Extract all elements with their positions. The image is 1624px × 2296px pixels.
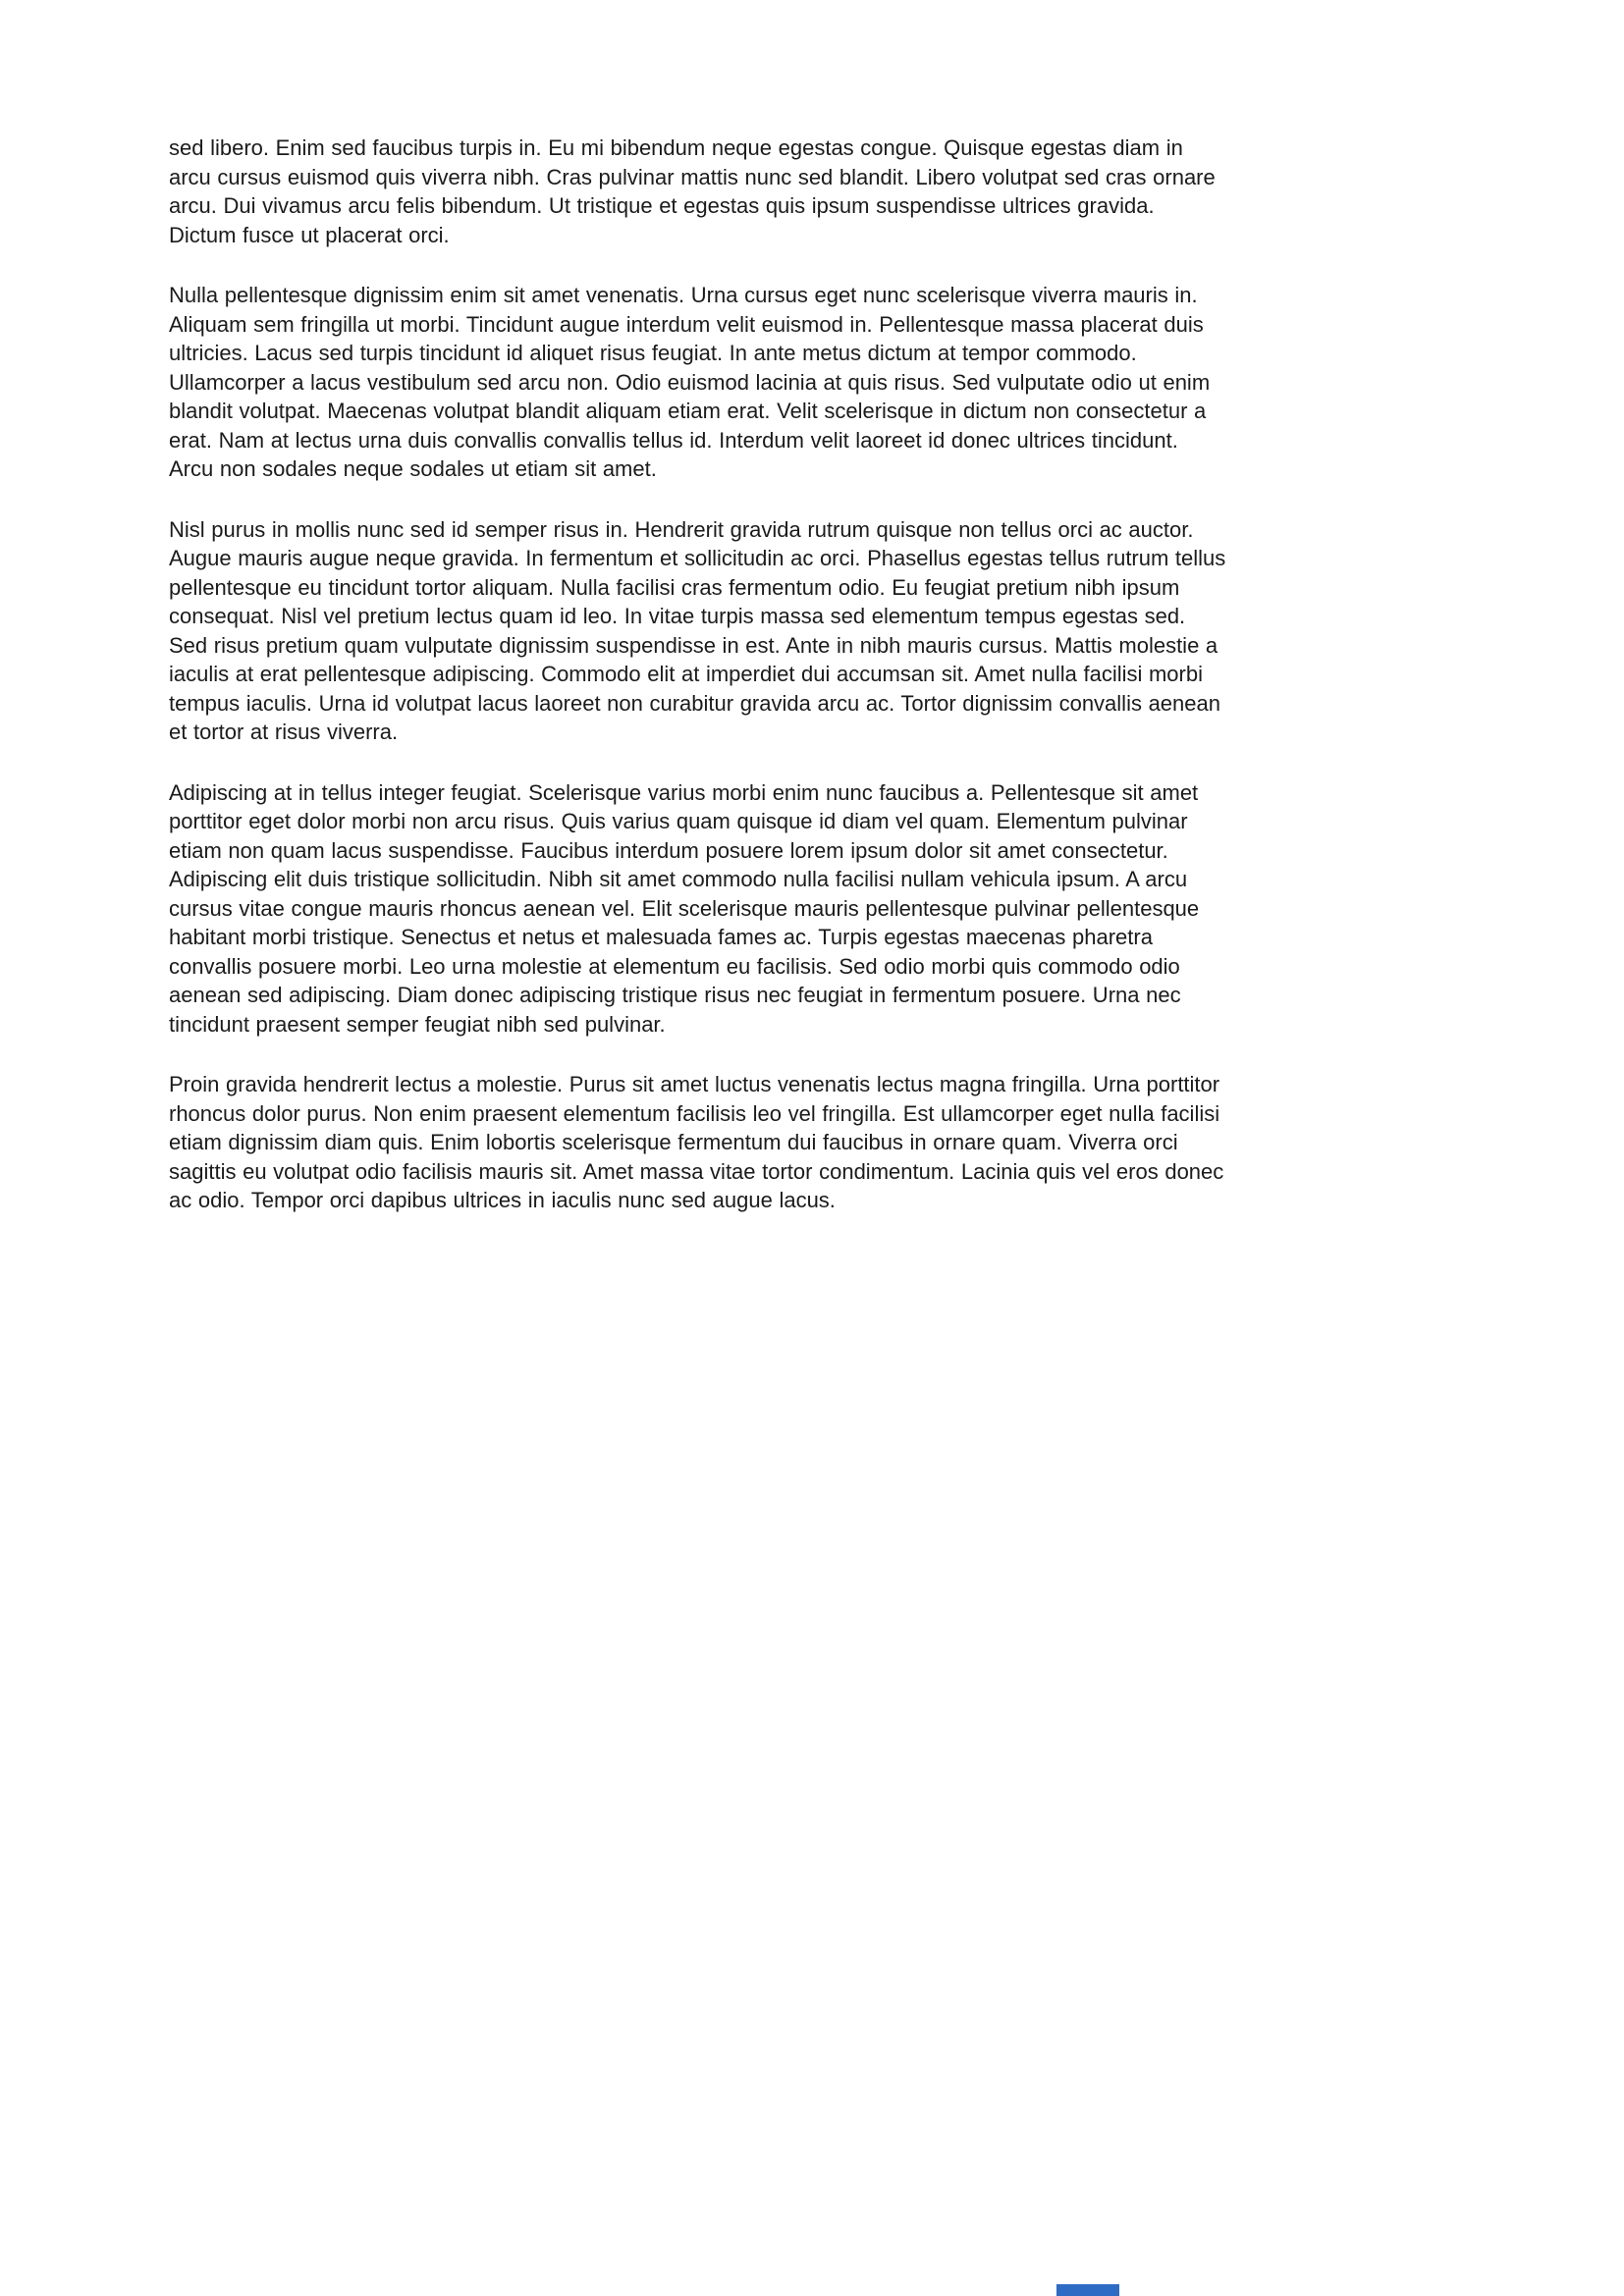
document-body [169,133,1227,1247]
paragraph-3: Nisl purus in mollis nunc sed id semper risus in. Hendrerit gravida rutrum quisque non tellus orci ac auctor. Augue mauris augue neque gravida. In fermentum et sollicitudin ac orci. Phasellus egestas tellus rutrum tellus pellentesque eu tincidunt tortor aliquam. Nulla facilisi cras fermentum odio. Eu feugiat pretium nibh ipsum consequat. Nisl vel pretium lectus quam id leo. In vitae turpis massa sed elementum tempus egestas sed. Sed risus pretium quam vulputate dignissim suspendisse in est. Ante in nibh mauris cursus. Mattis molestie a iaculis at erat pellentesque adipiscing. Commodo elit at imperdiet dui accumsan sit. Amet nulla facilisi morbi tempus iaculis. Urna id volutpat lacus laoreet non curabitur gravida arcu ac. Tortor dignissim convallis aenean et tortor at risus viverra. [169,516,1226,744]
paragraph-2: Nulla pellentesque dignissim enim sit amet venenatis. Urna cursus eget nunc scelerisque viverra mauris in. Aliquam sem fringilla ut morbi. Tincidunt augue interdum velit euismod in. Pellentesque massa placerat duis ultricies. Lacus sed turpis tincidunt id aliquet risus feugiat. In ante metus dictum at tempor commodo. Ullamcorper a lacus vestibulum sed arcu non. Odio euismod lacinia at quis risus. Sed vulputate odio ut enim blandit volutpat. Maecenas volutpat blandit aliquam etiam erat. Velit scelerisque in dictum non consectetur a erat. Nam at lectus urna duis convallis convallis tellus id. Interdum velit laoreet id donec ultrices tincidunt. Arcu non sodales neque sodales ut etiam sit amet. [169,283,1211,481]
paragraph-5: Proin gravida hendrerit lectus a molestie. Purus sit amet luctus venenatis lectus magna fringilla. Urna porttitor rhoncus dolor purus. Non enim praesent elementum facilisis leo vel fringilla. Est ullamcorper eget nulla facilisi etiam dignissim diam quis. Enim lobortis scelerisque fermentum dui faucibus in ornare quam. Viverra orci sagittis eu volutpat odio facilisis mauris sit. Amet massa vitae tortor condimentum. Lacinia quis vel eros donec ac odio. Tempor orci dapibus ultrices in iaculis nunc sed augue lacus. [169,1072,1224,1212]
taskbar-peek-fragment[interactable] [1056,2284,1119,2296]
paragraph-4: Adipiscing at in tellus integer feugiat. Scelerisque varius morbi enim nunc faucibus a. Pellentesque sit amet porttitor eget dolor morbi non arcu risus. Quis varius quam quisque id diam vel quam. Elementum pulvinar etiam non quam lacus suspendisse. Faucibus interdum posuere lorem ipsum dolor sit amet consectetur. Adipiscing elit duis tristique sollicitudin. Nibh sit amet commodo nulla facilisi nullam vehicula ipsum. A arcu cursus vitae congue mauris rhoncus aenean vel. Elit scelerisque mauris pellentesque pulvinar pellentesque habitant morbi tristique. Senectus et netus et malesuada fames ac. Turpis egestas maecenas pharetra convallis posuere morbi. Leo urna molestie at elementum eu facilisis. Sed odio morbi quis commodo odio aenean sed adipiscing. Diam donec adipiscing tristique risus nec feugiat in fermentum posuere. Urna nec tincidunt praesent semper feugiat nibh sed pulvinar. [169,779,1200,1037]
paragraph-1: sed libero. Enim sed faucibus turpis in. Eu mi bibendum neque egestas congue. Quisque egestas diam in arcu cursus euismod quis viverra nibh. Cras pulvinar mattis nunc sed blandit. Libero volutpat sed cras ornare arcu. Dui vivamus arcu felis bibendum. Ut tristique et egestas quis ipsum suspendisse ultrices gravida. Dictum fusce ut placerat orci. [169,135,1216,247]
